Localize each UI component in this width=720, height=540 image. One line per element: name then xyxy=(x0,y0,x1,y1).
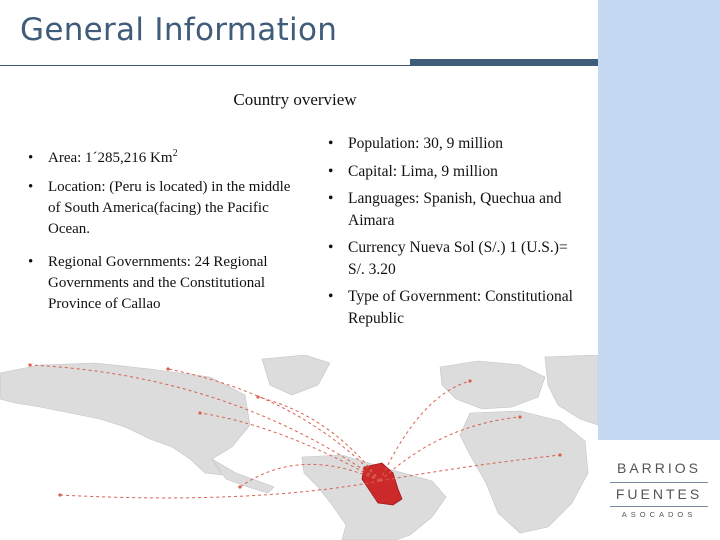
route-endpoint xyxy=(166,367,169,370)
capital-text: Capital: Lima, 9 million xyxy=(348,162,498,180)
regions-text: Regional Governments: 24 Regional Governments and the Constitutional Province of Callao xyxy=(48,254,268,312)
area-superscript: 2 xyxy=(172,148,178,159)
bullet-regions xyxy=(26,252,296,315)
world-map-icon xyxy=(0,355,598,540)
logo-line-fuentes: FUENTES xyxy=(615,486,703,502)
section-subtitle: Country overview xyxy=(233,90,357,109)
bullet-icon: • xyxy=(328,162,334,180)
route-endpoint xyxy=(518,415,521,418)
bullet-icon: • xyxy=(28,150,34,166)
logo-divider xyxy=(610,506,708,507)
bullet-icon: • xyxy=(328,135,334,152)
currency-text: Currency Nueva Sol (S/.) 1 (U.S.)= S/. 3.20 xyxy=(348,239,568,278)
route-endpoint xyxy=(198,411,201,414)
bullet-icon: • xyxy=(28,254,34,270)
bullet-currency xyxy=(326,237,586,280)
logo-line-asociados: ASOCADOS xyxy=(621,510,697,519)
bullet-location xyxy=(26,177,296,240)
route-endpoint xyxy=(468,379,471,382)
logo-divider xyxy=(610,482,708,483)
languages-text: Languages: Spanish, Quechua and Aimara xyxy=(348,190,562,229)
page-title: General Information xyxy=(20,12,338,48)
right-bullet-list xyxy=(326,133,586,335)
bullet-icon: • xyxy=(328,239,334,256)
route-endpoint xyxy=(28,363,31,366)
route-endpoint xyxy=(256,395,259,398)
bullet-icon: • xyxy=(28,179,34,195)
bullet-capital xyxy=(326,161,586,183)
bullet-government xyxy=(326,286,586,329)
route-endpoint xyxy=(238,485,241,488)
route-endpoint xyxy=(58,493,61,496)
bullet-languages xyxy=(326,188,586,231)
bullet-icon: • xyxy=(328,190,334,207)
route-endpoint xyxy=(558,453,561,456)
location-text: Location: (Peru is located) in the middle of South America(facing) the Pacific Ocean. xyxy=(48,179,291,237)
logo-line-barrios: BARRIOS xyxy=(616,460,701,476)
title-underline xyxy=(0,65,598,66)
area-text: Area: 1´285,216 Km xyxy=(48,150,173,166)
population-text: Population: 30, 9 million xyxy=(348,135,504,152)
europe-landmass xyxy=(440,361,545,409)
bullet-population xyxy=(326,133,586,155)
government-text: Type of Government: Constitutional Republic xyxy=(348,288,573,327)
asia-landmass xyxy=(545,355,598,425)
bullet-area xyxy=(26,148,296,169)
company-logo xyxy=(598,440,720,540)
central-america-landmass xyxy=(212,459,274,493)
africa-landmass xyxy=(460,411,588,533)
greenland-landmass xyxy=(262,355,330,395)
bullet-icon: • xyxy=(328,288,334,305)
left-bullet-list xyxy=(26,148,296,323)
